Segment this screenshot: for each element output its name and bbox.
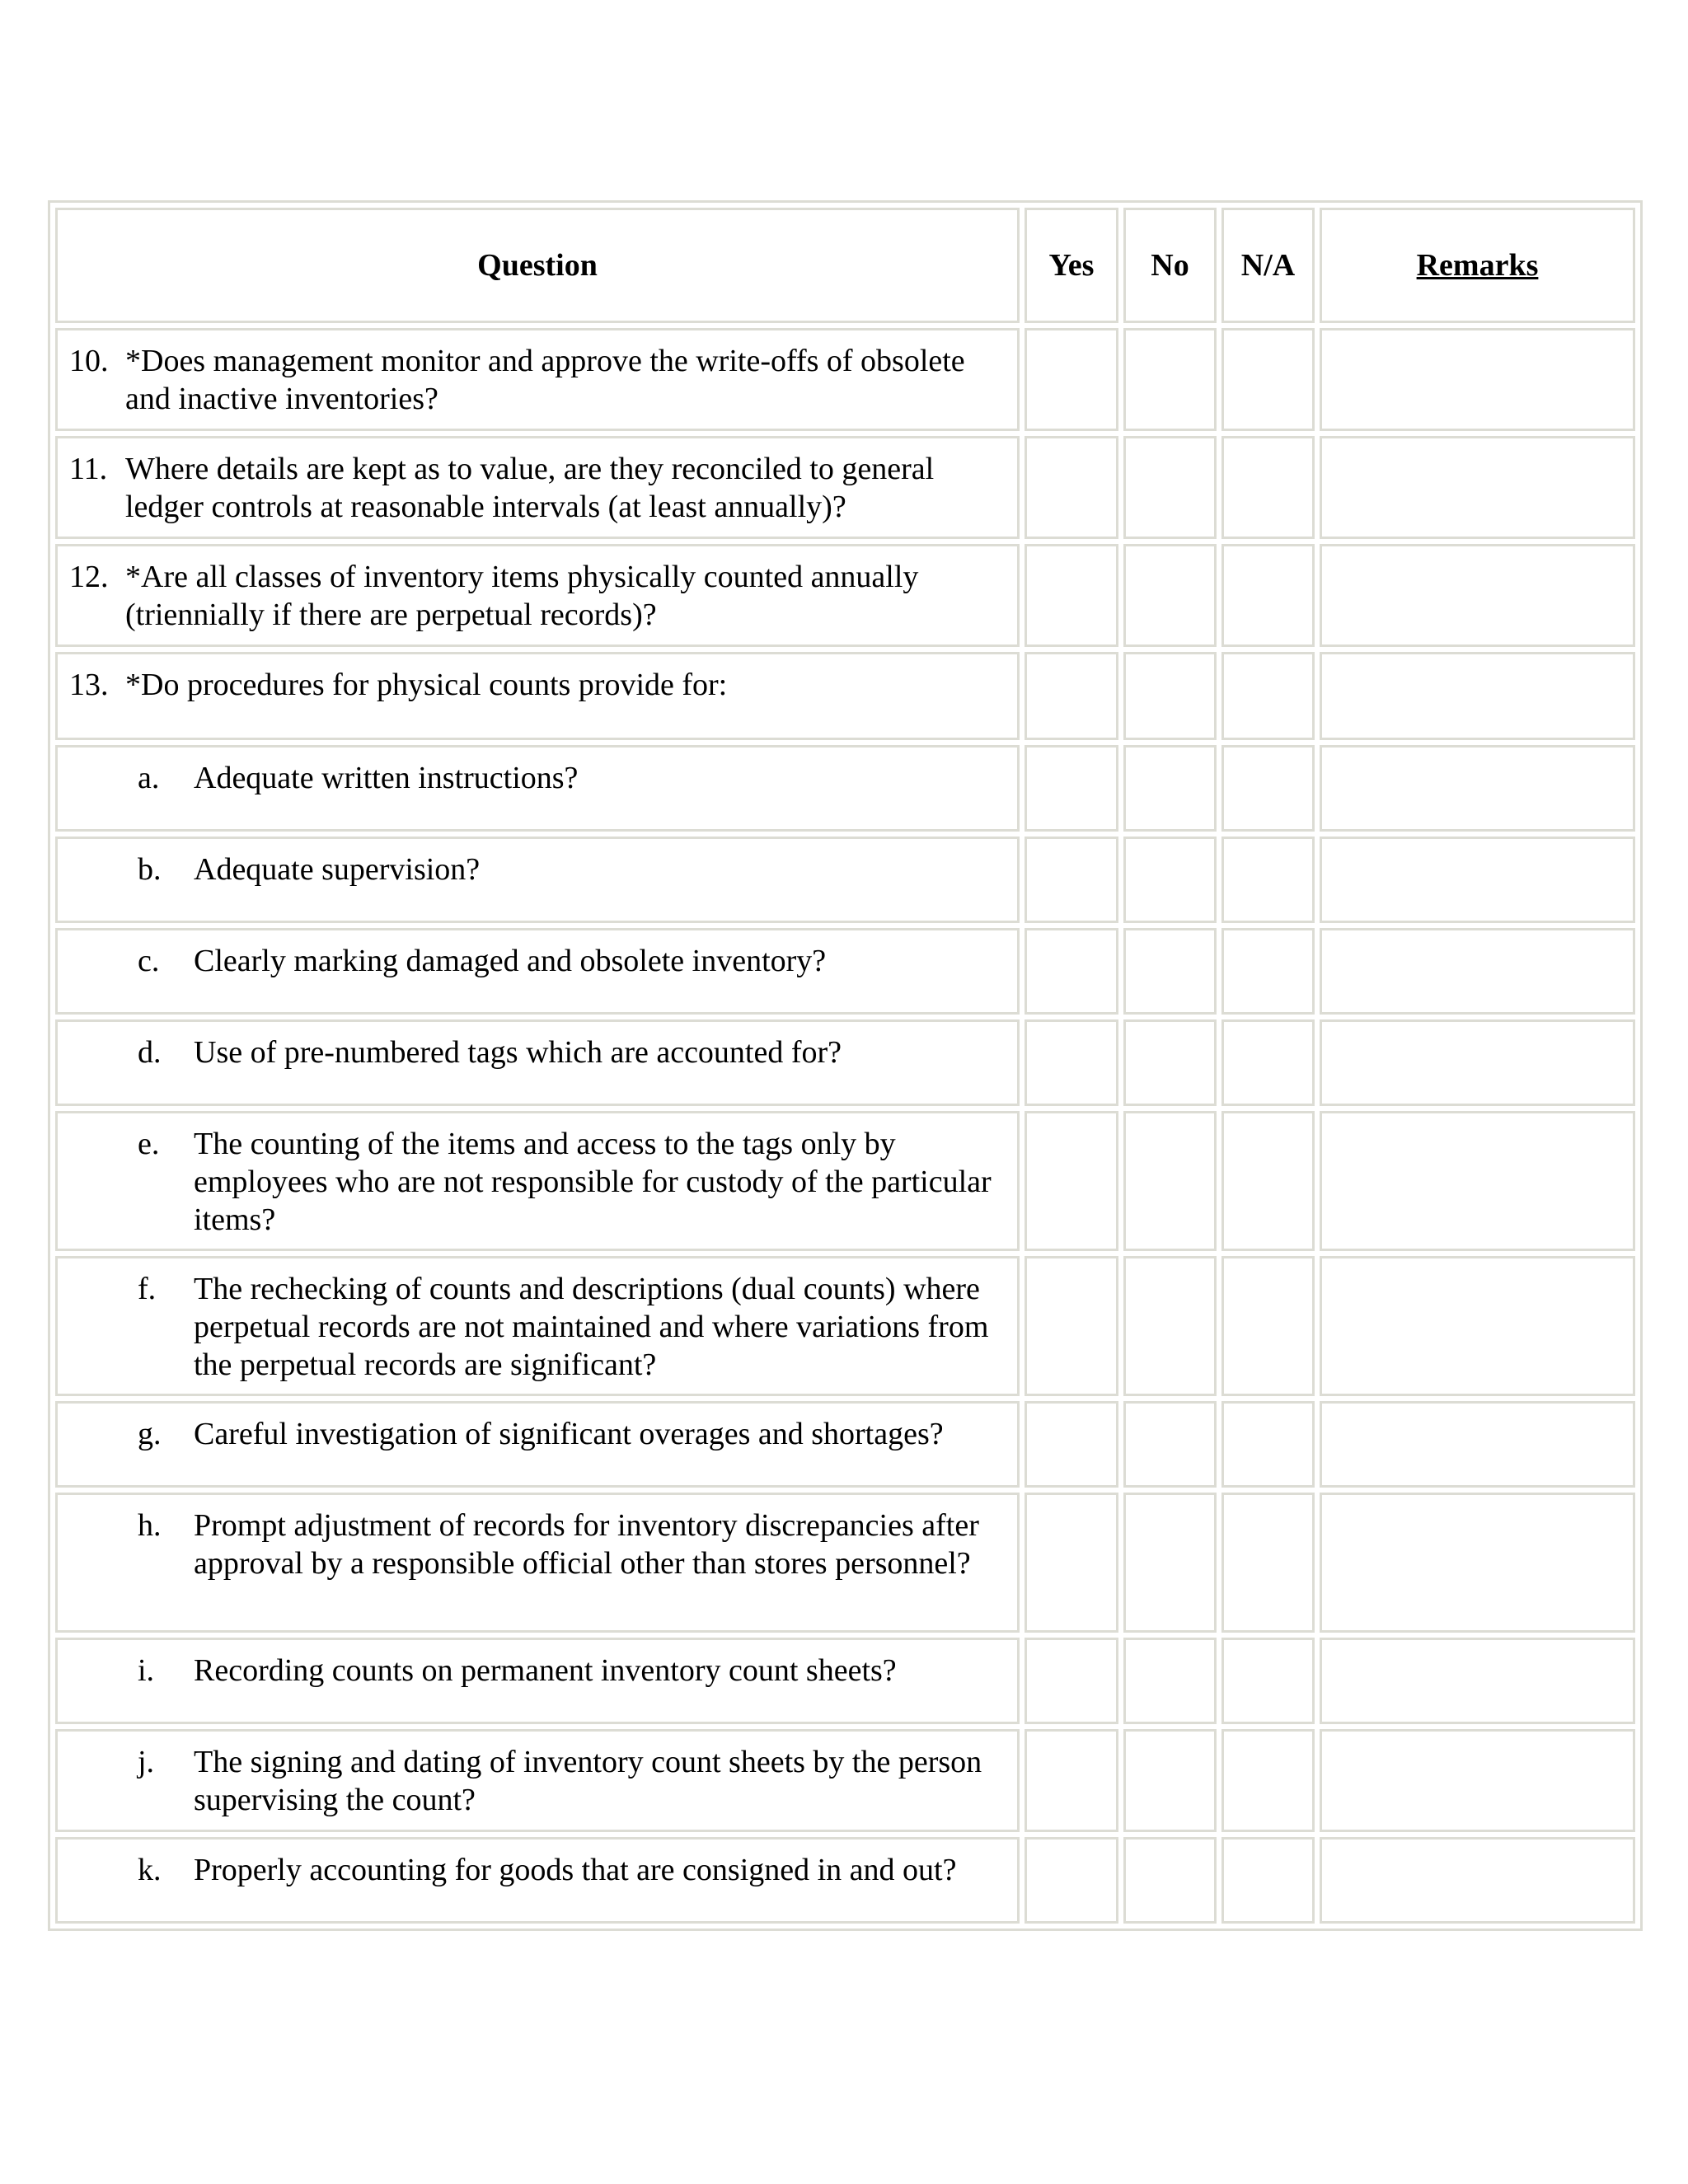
yes-cell[interactable] (1025, 1019, 1118, 1106)
yes-cell[interactable] (1025, 745, 1118, 832)
no-cell[interactable] (1123, 652, 1217, 740)
remarks-cell[interactable] (1320, 652, 1635, 740)
remarks-cell[interactable] (1320, 837, 1635, 923)
remarks-cell[interactable] (1320, 1837, 1635, 1924)
table-row (55, 1401, 1635, 1488)
yes-cell[interactable] (1025, 1401, 1118, 1488)
yes-cell[interactable] (1025, 1638, 1118, 1724)
question-cell (55, 1493, 1020, 1633)
remarks-header (1320, 208, 1635, 323)
question-content (58, 1404, 1017, 1453)
no-cell[interactable] (1123, 436, 1217, 539)
question-text: *Are all classes of inventory items physically counted annually (triennially if there are perpetual records)? (125, 560, 919, 632)
na-cell[interactable] (1221, 1019, 1315, 1106)
question-content (58, 654, 1017, 704)
question-text: Properly accounting for goods that are consigned in and out? (194, 1853, 957, 1887)
na-cell[interactable] (1221, 652, 1315, 740)
question-content (58, 930, 1017, 980)
header-row (55, 208, 1635, 323)
remarks-cell[interactable] (1320, 1019, 1635, 1106)
table-row (55, 1638, 1635, 1724)
no-cell[interactable] (1123, 1111, 1217, 1251)
question-content (58, 438, 1017, 526)
question-cell (55, 837, 1020, 923)
question-cell (55, 1401, 1020, 1488)
table-row (55, 1256, 1635, 1396)
yes-cell[interactable] (1025, 328, 1118, 431)
yes-header: Yes (1025, 208, 1118, 323)
remarks-cell[interactable] (1320, 745, 1635, 832)
question-text: Use of pre-numbered tags which are accounted for? (194, 1035, 842, 1070)
no-cell[interactable] (1123, 1638, 1217, 1724)
table-row (55, 1111, 1635, 1251)
question-content (58, 748, 1017, 797)
question-content (58, 1113, 1017, 1239)
remarks-cell[interactable] (1320, 436, 1635, 539)
remarks-cell[interactable] (1320, 1256, 1635, 1396)
no-cell[interactable] (1123, 544, 1217, 647)
table-row (55, 1493, 1635, 1633)
na-cell[interactable] (1221, 436, 1315, 539)
na-cell[interactable] (1221, 1638, 1315, 1724)
question-number: j. (138, 1745, 155, 1779)
table-row (55, 1837, 1635, 1924)
question-content (58, 1495, 1017, 1582)
na-cell[interactable] (1221, 928, 1315, 1015)
yes-cell[interactable] (1025, 544, 1118, 647)
question-cell (55, 544, 1020, 647)
question-number: 11. (69, 452, 108, 486)
question-text: Careful investigation of significant overages and shortages? (194, 1417, 944, 1451)
checklist-table (48, 200, 1643, 1931)
question-cell (55, 1256, 1020, 1396)
question-number: a. (138, 761, 160, 795)
yes-cell[interactable] (1025, 928, 1118, 1015)
question-cell (55, 1019, 1020, 1106)
question-number: i. (138, 1653, 155, 1688)
na-cell[interactable] (1221, 1729, 1315, 1832)
question-cell (55, 1837, 1020, 1924)
question-text: *Do procedures for physical counts provide for: (125, 668, 728, 702)
yes-cell[interactable] (1025, 1729, 1118, 1832)
table-row (55, 544, 1635, 647)
yes-cell[interactable] (1025, 1111, 1118, 1251)
question-text: The counting of the items and access to the tags only by employees who are not responsible for custody of the particular items? (194, 1127, 992, 1237)
remarks-cell[interactable] (1320, 1401, 1635, 1488)
question-cell (55, 1638, 1020, 1724)
yes-cell[interactable] (1025, 1256, 1118, 1396)
na-cell[interactable] (1221, 1111, 1315, 1251)
question-text: Adequate supervision? (194, 852, 481, 887)
question-text: Prompt adjustment of records for inventory discrepancies after approval by a responsible official other than stores personnel? (194, 1508, 979, 1581)
question-content (58, 1640, 1017, 1690)
question-text: Recording counts on permanent inventory count sheets? (194, 1653, 897, 1688)
question-content (58, 1022, 1017, 1071)
table-row (55, 328, 1635, 431)
question-text: Where details are kept as to value, are they reconciled to general ledger controls at reasonable intervals (at least annually)? (125, 452, 935, 524)
no-cell[interactable] (1123, 1256, 1217, 1396)
na-cell[interactable] (1221, 837, 1315, 923)
table-row (55, 1729, 1635, 1832)
na-header: N/A (1221, 208, 1315, 323)
question-number: 10. (69, 344, 109, 378)
question-number: b. (138, 852, 162, 887)
table-row (55, 837, 1635, 923)
na-cell[interactable] (1221, 1493, 1315, 1633)
na-cell[interactable] (1221, 745, 1315, 832)
question-text: The rechecking of counts and descriptions (dual counts) where perpetual records are not maintained and where variations from the perpetual records are significant? (194, 1272, 989, 1382)
yes-cell[interactable] (1025, 652, 1118, 740)
question-text: The signing and dating of inventory count sheets by the person supervising the count? (194, 1745, 982, 1817)
yes-cell[interactable] (1025, 1837, 1118, 1924)
question-number: h. (138, 1508, 162, 1543)
remarks-cell[interactable] (1320, 1493, 1635, 1633)
question-content (58, 546, 1017, 634)
no-cell[interactable] (1123, 1019, 1217, 1106)
no-cell[interactable] (1123, 1837, 1217, 1924)
no-cell[interactable] (1123, 1401, 1217, 1488)
na-cell[interactable] (1221, 1837, 1315, 1924)
table-row (55, 652, 1635, 740)
question-number: k. (138, 1853, 162, 1887)
remarks-header-label: Remarks (1416, 248, 1539, 283)
question-number: 12. (69, 560, 109, 594)
no-cell[interactable] (1123, 328, 1217, 431)
table-row (55, 928, 1635, 1015)
table-row (55, 745, 1635, 832)
remarks-cell[interactable] (1320, 328, 1635, 431)
no-header: No (1123, 208, 1217, 323)
question-number: f. (138, 1272, 157, 1306)
question-cell (55, 1729, 1020, 1832)
question-content (58, 839, 1017, 888)
na-cell[interactable] (1221, 1401, 1315, 1488)
na-cell[interactable] (1221, 328, 1315, 431)
question-text: *Does management monitor and approve the write-offs of obsolete and inactive inventories? (125, 344, 965, 416)
question-content (58, 1258, 1017, 1384)
na-cell[interactable] (1221, 1256, 1315, 1396)
question-number: 13. (69, 668, 109, 702)
table-row (55, 436, 1635, 539)
yes-cell[interactable] (1025, 436, 1118, 539)
remarks-cell[interactable] (1320, 1729, 1635, 1832)
question-content (58, 1732, 1017, 1819)
question-content (58, 330, 1017, 418)
question-cell (55, 928, 1020, 1015)
question-header: Question (55, 208, 1020, 323)
remarks-cell[interactable] (1320, 1111, 1635, 1251)
no-cell[interactable] (1123, 1493, 1217, 1633)
yes-cell[interactable] (1025, 837, 1118, 923)
remarks-cell[interactable] (1320, 544, 1635, 647)
remarks-cell[interactable] (1320, 1638, 1635, 1724)
question-cell (55, 436, 1020, 539)
question-cell (55, 328, 1020, 431)
no-cell[interactable] (1123, 745, 1217, 832)
table-row (55, 1019, 1635, 1106)
question-cell (55, 652, 1020, 740)
question-number: g. (138, 1417, 162, 1451)
question-number: d. (138, 1035, 162, 1070)
remarks-cell[interactable] (1320, 928, 1635, 1015)
question-text: Adequate written instructions? (194, 761, 579, 795)
question-cell (55, 1111, 1020, 1251)
question-cell (55, 745, 1020, 832)
no-cell[interactable] (1123, 837, 1217, 923)
question-text: Clearly marking damaged and obsolete inventory? (194, 944, 827, 978)
yes-cell[interactable] (1025, 1493, 1118, 1633)
question-number: e. (138, 1127, 160, 1161)
no-cell[interactable] (1123, 928, 1217, 1015)
na-cell[interactable] (1221, 544, 1315, 647)
question-number: c. (138, 944, 160, 978)
no-cell[interactable] (1123, 1729, 1217, 1832)
question-content (58, 1840, 1017, 1889)
